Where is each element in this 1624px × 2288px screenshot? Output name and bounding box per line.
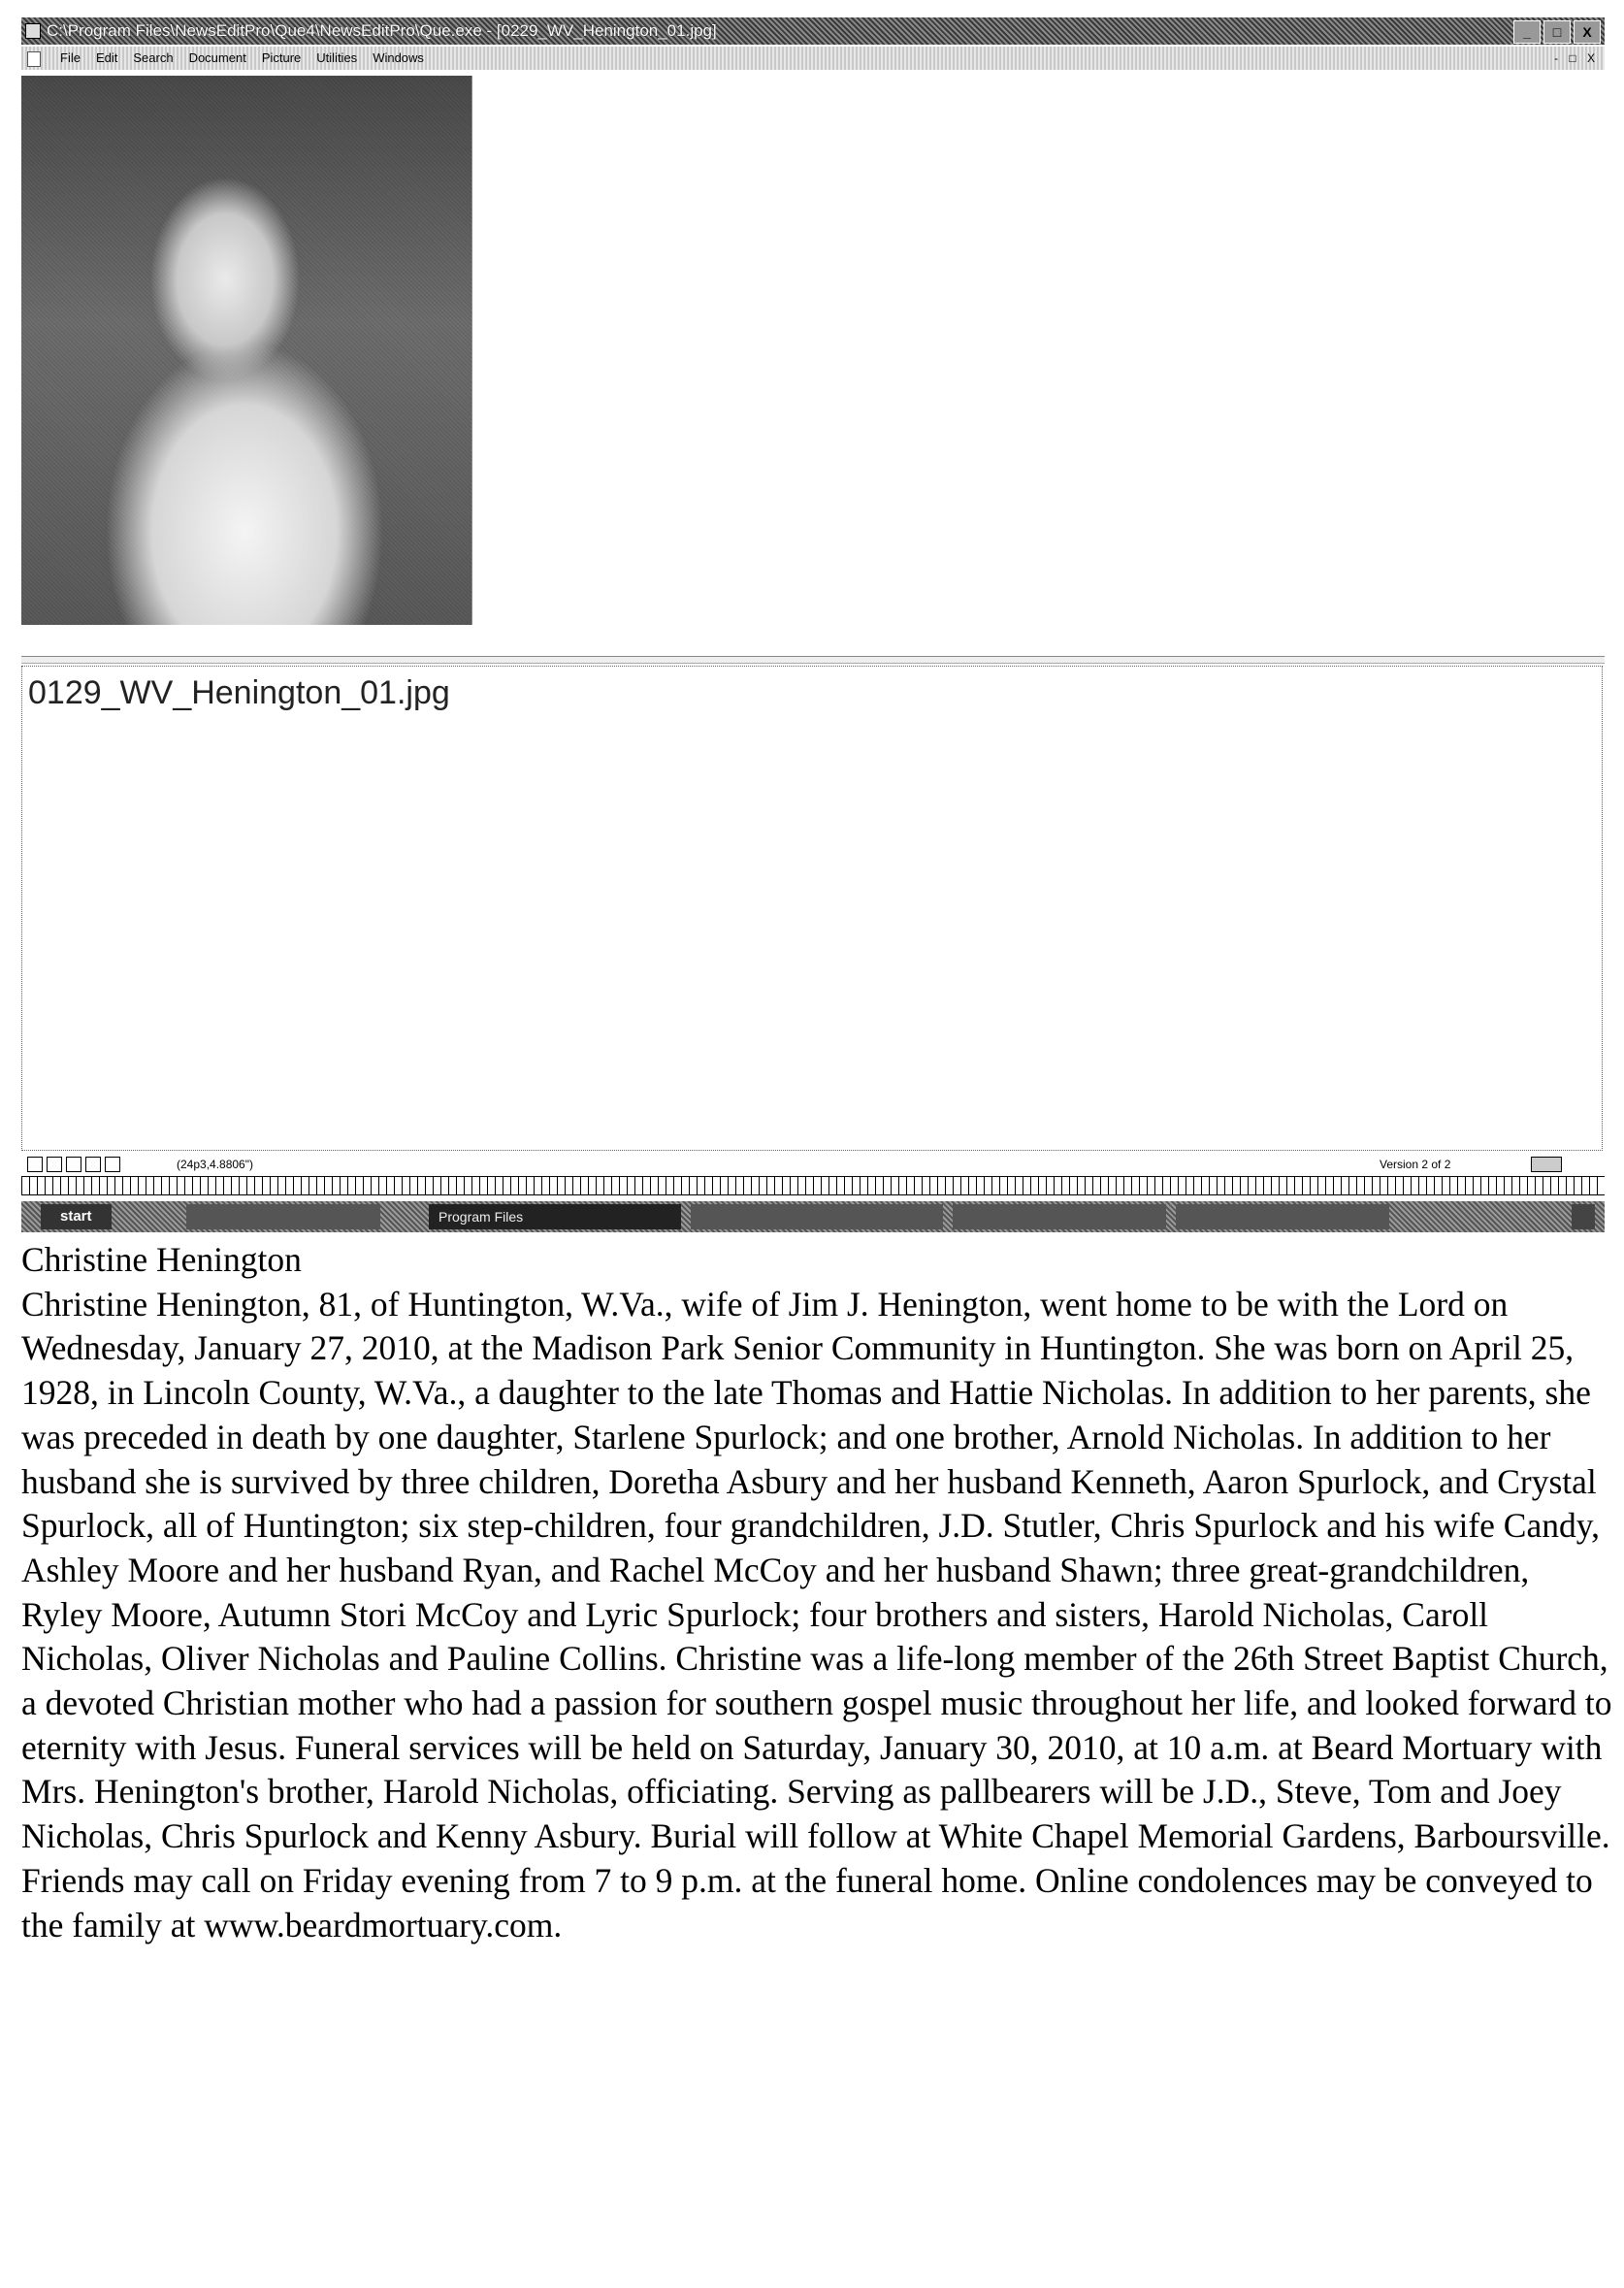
- app-window: [21, 17, 1605, 1232]
- minimize-button[interactable]: _: [1513, 20, 1541, 44]
- close-button[interactable]: X: [1574, 20, 1601, 44]
- menu-bar: [21, 47, 1605, 70]
- menu-document[interactable]: Document: [188, 50, 246, 65]
- maximize-button[interactable]: □: [1543, 20, 1571, 44]
- menu-search[interactable]: Search: [133, 50, 174, 65]
- taskbar-item[interactable]: [953, 1204, 1166, 1229]
- frame-icon[interactable]: [66, 1157, 81, 1172]
- hand-icon[interactable]: [47, 1157, 62, 1172]
- menu-picture[interactable]: Picture: [261, 50, 302, 65]
- taskbar-item[interactable]: [1176, 1204, 1389, 1229]
- cursor-coordinates: (24p3,4.8806"): [177, 1158, 253, 1171]
- pane-splitter[interactable]: [21, 656, 1605, 664]
- ruler: [21, 1176, 1605, 1195]
- document-icon[interactable]: [27, 51, 41, 67]
- system-tray[interactable]: [1572, 1204, 1595, 1229]
- menu-edit[interactable]: Edit: [95, 50, 118, 65]
- start-button[interactable]: start: [41, 1204, 112, 1229]
- taskbar-item[interactable]: [186, 1204, 380, 1229]
- taskbar-item[interactable]: [691, 1204, 943, 1229]
- layout-icon[interactable]: [105, 1157, 120, 1172]
- caption-editor[interactable]: [21, 666, 1603, 1151]
- article-title: Christine Henington: [21, 1240, 302, 1279]
- app-icon[interactable]: [25, 23, 41, 39]
- version-indicator: Version 2 of 2: [1380, 1158, 1451, 1171]
- pointer-icon[interactable]: [27, 1157, 43, 1172]
- taskbar: [21, 1201, 1605, 1232]
- menu-file[interactable]: File: [60, 50, 81, 65]
- menu-windows[interactable]: Windows: [373, 50, 424, 65]
- caption-filename: 0129_WV_Henington_01.jpg: [28, 674, 450, 711]
- grid-icon[interactable]: [85, 1157, 101, 1172]
- article-body: Christine Henington, 81, of Huntington, W.Va., wife of Jim J. Henington, went home to be with the Lord on Wednesday, January 27, 2010, at the Madison Park Senior Community in Huntington. She was born on April 25, 1928, in Lincoln County, W.Va., a daughter to the late Thomas and Hattie Nicholas. In addition to her parents, she was preceded in death by one daughter, Starlene Spurlock; and one brother, Arnold Nicholas. In addition to her husband she is survived by three children, Doretha Asbury and her husband Kenneth, Aaron Spurlock, and Crystal Spurlock, all of Huntington; six step-children, four grandchildren, J.D. Stutler, Chris Spurlock and his wife Candy, Ashley Moore and her husband Ryan, and Rachel McCoy and her husband Shawn; three great-grandchildren, Ryley Moore, Autumn Stori McCoy and Lyric Spurlock; four brothers and sisters, Harold Nicholas, Caroll Nicholas, Oliver Nicholas and Pauline Collins. Christine was a life-long member of the 26th Street Baptist Church, a devoted Christian mother who had a passion for southern gospel music throughout her life, and looked forward to eternity with Jesus. Funeral services will be held on Saturday, January 30, 2010, at 10 a.m. at Beard Mortuary with Mrs. Henington's brother, Harold Nicholas, officiating. Serving as pallbearers will be J.D., Steve, Tom and Joey Nicholas, Chris Spurlock and Kenny Asbury. Burial will follow at White Chapel Memorial Gardens, Barboursville. Friends may call on Friday evening from 7 to 9 p.m. at the funeral home. Online condolences may be conveyed to the family at www.beardmortuary.com.: [21, 1284, 1612, 1945]
- taskbar-item-active[interactable]: Program Files: [429, 1204, 681, 1229]
- view-mode-icon[interactable]: [1531, 1157, 1562, 1172]
- window-controls: [1513, 20, 1601, 44]
- menu-utilities[interactable]: Utilities: [316, 50, 358, 65]
- status-bar: [21, 1155, 1605, 1174]
- window-title: C:\Program Files\NewsEditPro\Que4\NewsEditPro\Que.exe - [0229_WV_Henington_01.jpg]: [47, 21, 717, 40]
- obituary-text: [21, 1238, 1612, 1947]
- mdi-controls[interactable]: - □ X: [1554, 51, 1599, 65]
- title-bar[interactable]: [21, 17, 1605, 45]
- portrait-photo: [21, 76, 472, 625]
